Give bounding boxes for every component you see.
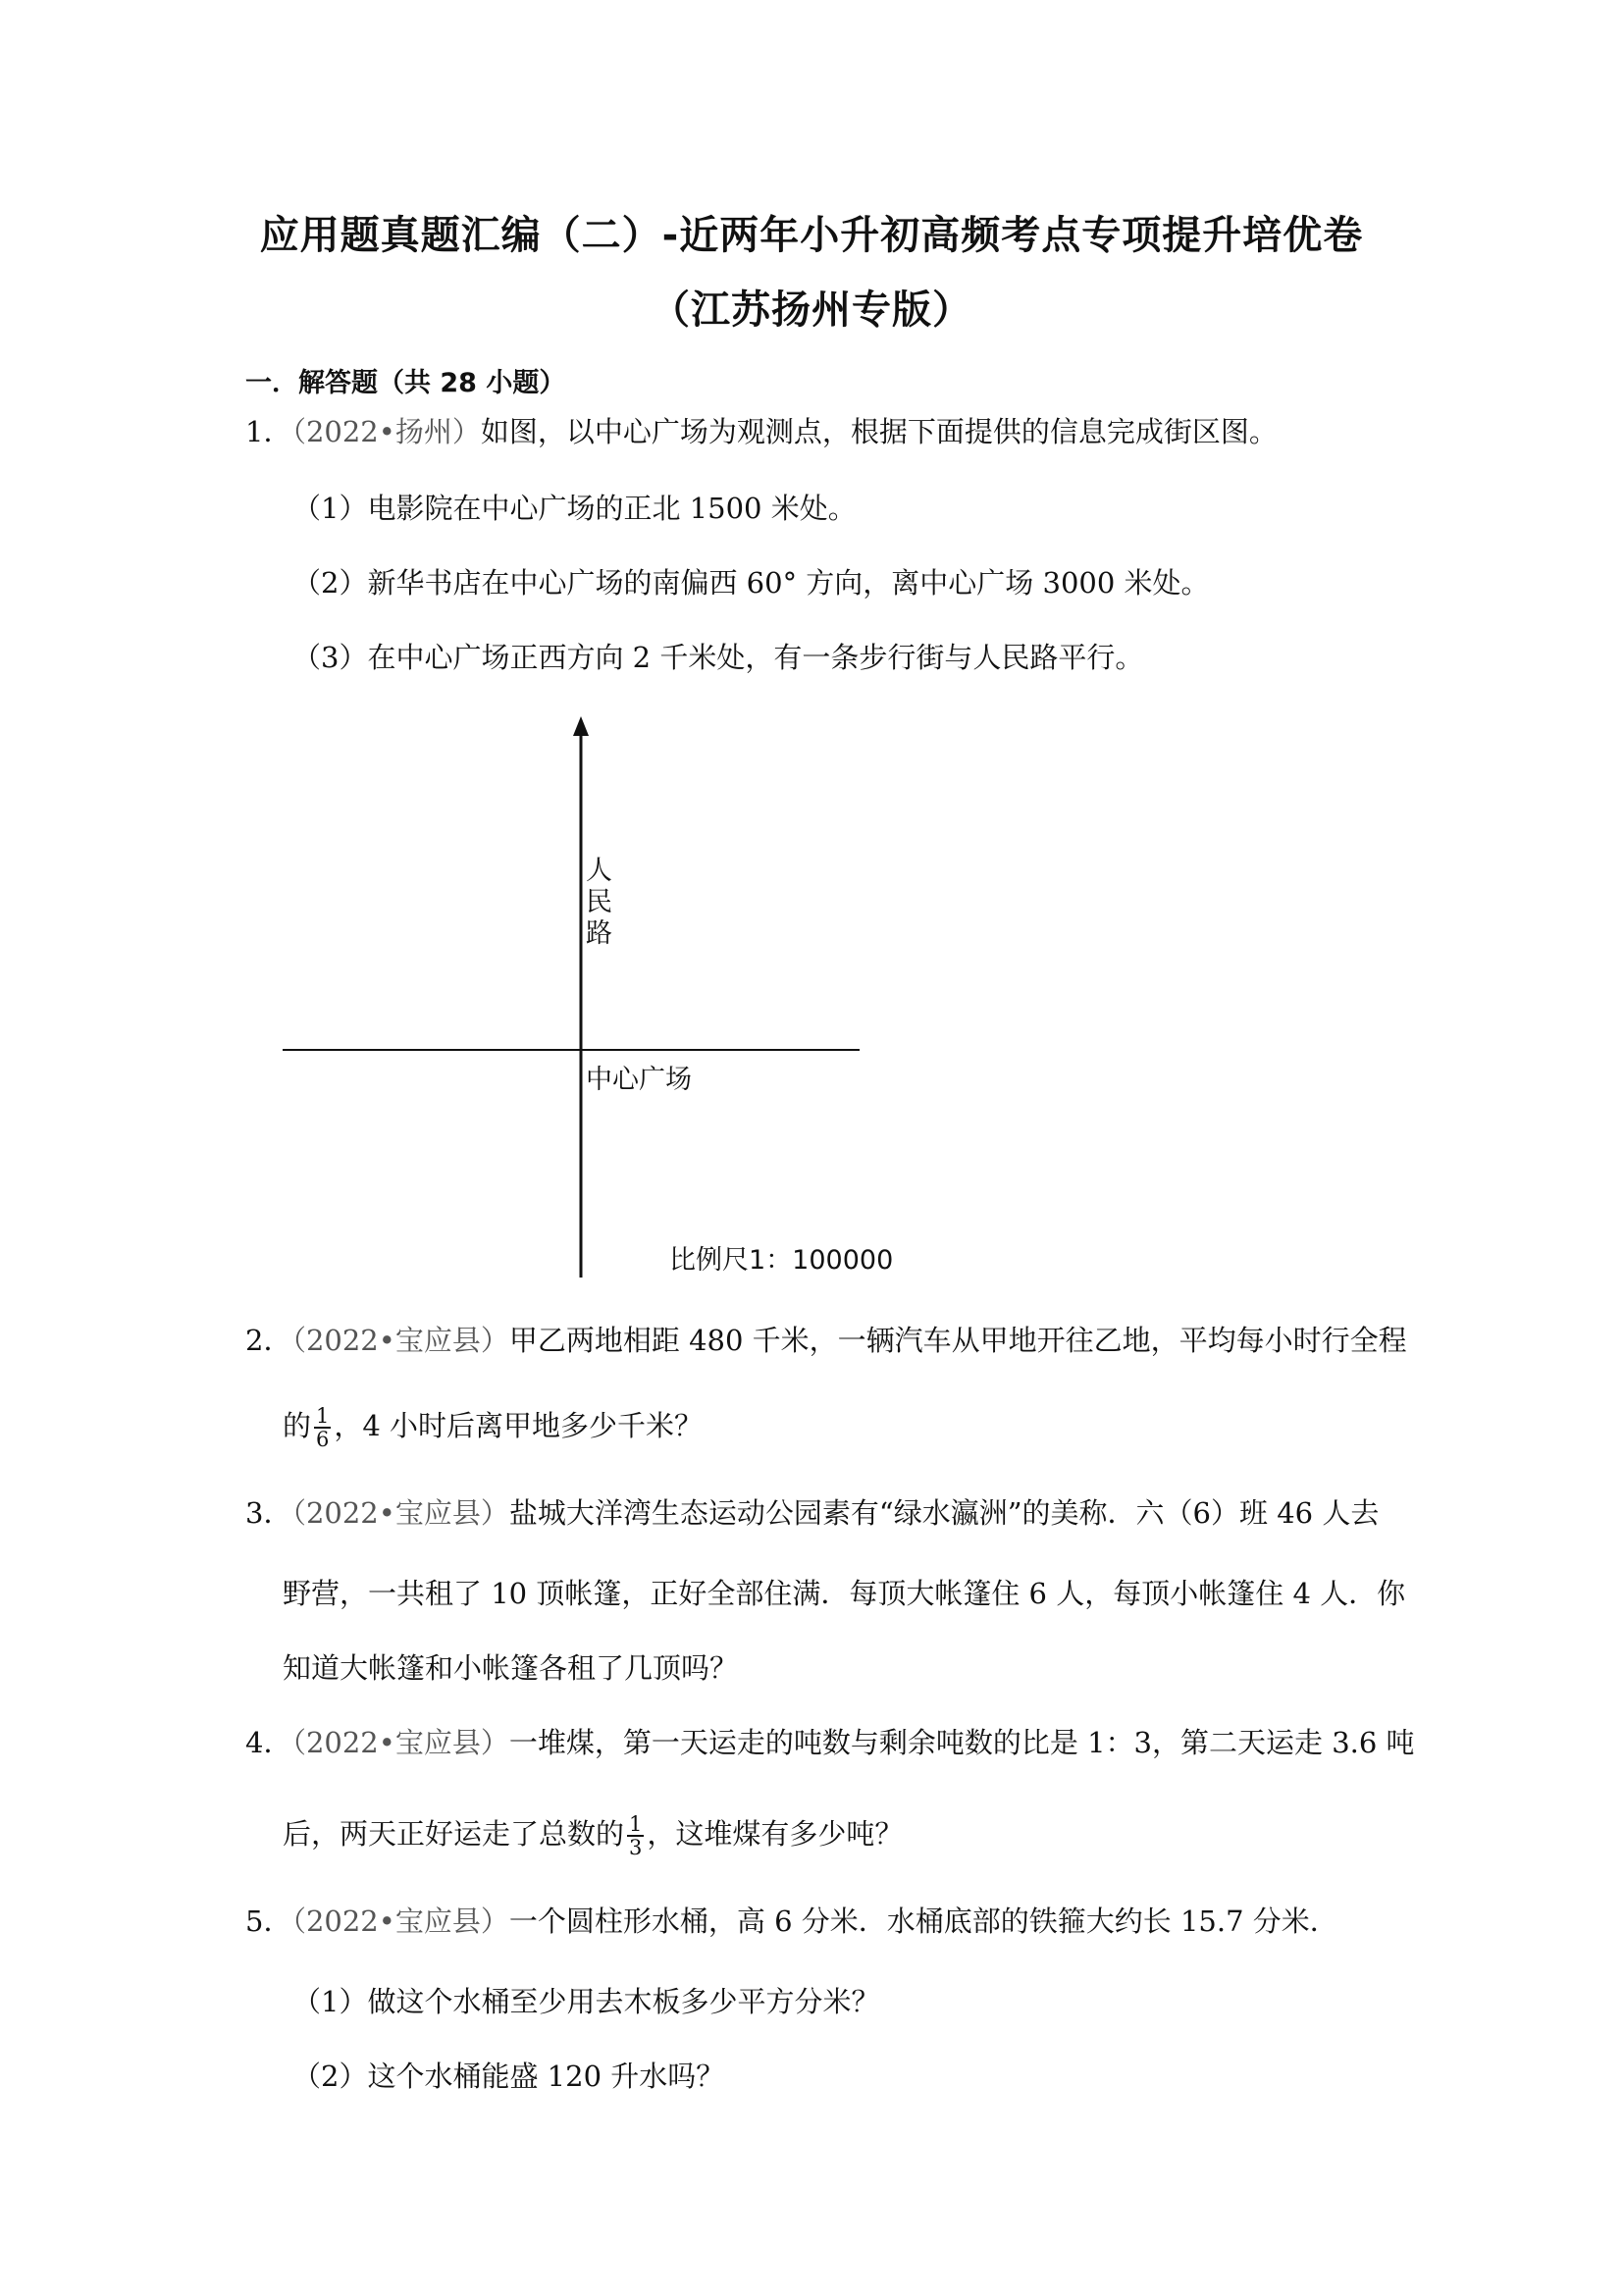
question-text: ，4 小时后离甲地多少千米？ (334, 1409, 704, 1442)
section-heading: 一．解答题（共 28 小题） (245, 368, 566, 398)
question-1-part-3: （3）在中心广场正西方向 2 千米处，有一条步行街与人民路平行。 (292, 641, 1144, 674)
scale-label: 比例尺1：100000 (669, 1245, 894, 1276)
question-text: 甲乙两地相距 480 千米，一辆汽车从甲地开往乙地，平均每小时行全程 (508, 1324, 1407, 1357)
north-arrow-icon (573, 716, 589, 736)
renmin-road-label: 人民路 (586, 856, 612, 949)
fraction-denominator: 6 (316, 1428, 330, 1451)
question-1-part-1: （1）电影院在中心广场的正北 1500 米处。 (292, 492, 857, 525)
question-3-line-3: 知道大帐篷和小帐篷各租了几顶吗？ (283, 1651, 739, 1685)
question-1 (245, 414, 1278, 449)
question-text: 如图，以中心广场为观测点，根据下面提供的信息完成街区图。 (480, 415, 1278, 448)
question-text: 一个圆柱形水桶，高 6 分米．水桶底部的铁箍大约长 15.7 分米． (508, 1905, 1338, 1938)
question-source: （2022•扬州） (291, 415, 481, 448)
question-5-part-1: （1）做这个水桶至少用去木板多少平方分米？ (292, 1985, 880, 2018)
question-4-line-2 (283, 1813, 903, 1858)
fraction-one-sixth (314, 1405, 331, 1450)
street-map-figure (275, 706, 903, 1289)
center-square-label: 中心广场 (586, 1065, 692, 1095)
fraction-one-third (627, 1813, 644, 1858)
fraction-numerator: 1 (629, 1812, 643, 1836)
question-text: 的 (283, 1409, 312, 1442)
question-5 (245, 1904, 1338, 1939)
question-2-line-2 (283, 1405, 703, 1450)
question-text: 盐城大洋湾生态运动公园素有“绿水瀛洲”的美称．六（6）班 46 人去 (508, 1496, 1380, 1530)
question-source: （2022•宝应县） (291, 1324, 509, 1357)
question-number: 4． (245, 1726, 292, 1759)
question-4 (245, 1725, 1415, 1760)
question-source: （2022•宝应县） (291, 1496, 509, 1530)
question-source: （2022•宝应县） (291, 1726, 509, 1759)
document-title-line1: 应用题真题汇编（二）-近两年小升初高频考点专项提升培优卷 (259, 213, 1364, 258)
question-text: 一堆煤，第一天运走的吨数与剩余吨数的比是 1：3，第二天运走 3.6 吨 (508, 1726, 1415, 1759)
question-3-line-2: 野营，一共租了 10 顶帐篷，正好全部住满．每顶大帐篷住 6 人，每顶小帐篷住 4 人．你 (283, 1577, 1406, 1610)
question-1-part-2: （2）新华书店在中心广场的南偏西 60° 方向，离中心广场 3000 米处。 (292, 566, 1210, 600)
question-number: 3． (245, 1496, 292, 1530)
fraction-denominator: 3 (629, 1836, 643, 1859)
question-5-part-2: （2）这个水桶能盛 120 升水吗？ (292, 2060, 725, 2093)
question-text: ，这堆煤有多少吨？ (647, 1817, 904, 1851)
question-text: 后，两天正好运走了总数的 (283, 1817, 625, 1851)
question-3 (245, 1495, 1379, 1531)
document-title-line2: （江苏扬州专版） (651, 287, 972, 333)
question-source: （2022•宝应县） (291, 1905, 509, 1938)
question-number: 2． (245, 1324, 292, 1357)
question-2 (245, 1323, 1407, 1358)
street-map-drawing (275, 706, 903, 1285)
question-number: 5． (245, 1905, 292, 1938)
question-number: 1． (245, 415, 292, 448)
fraction-numerator: 1 (316, 1404, 330, 1428)
